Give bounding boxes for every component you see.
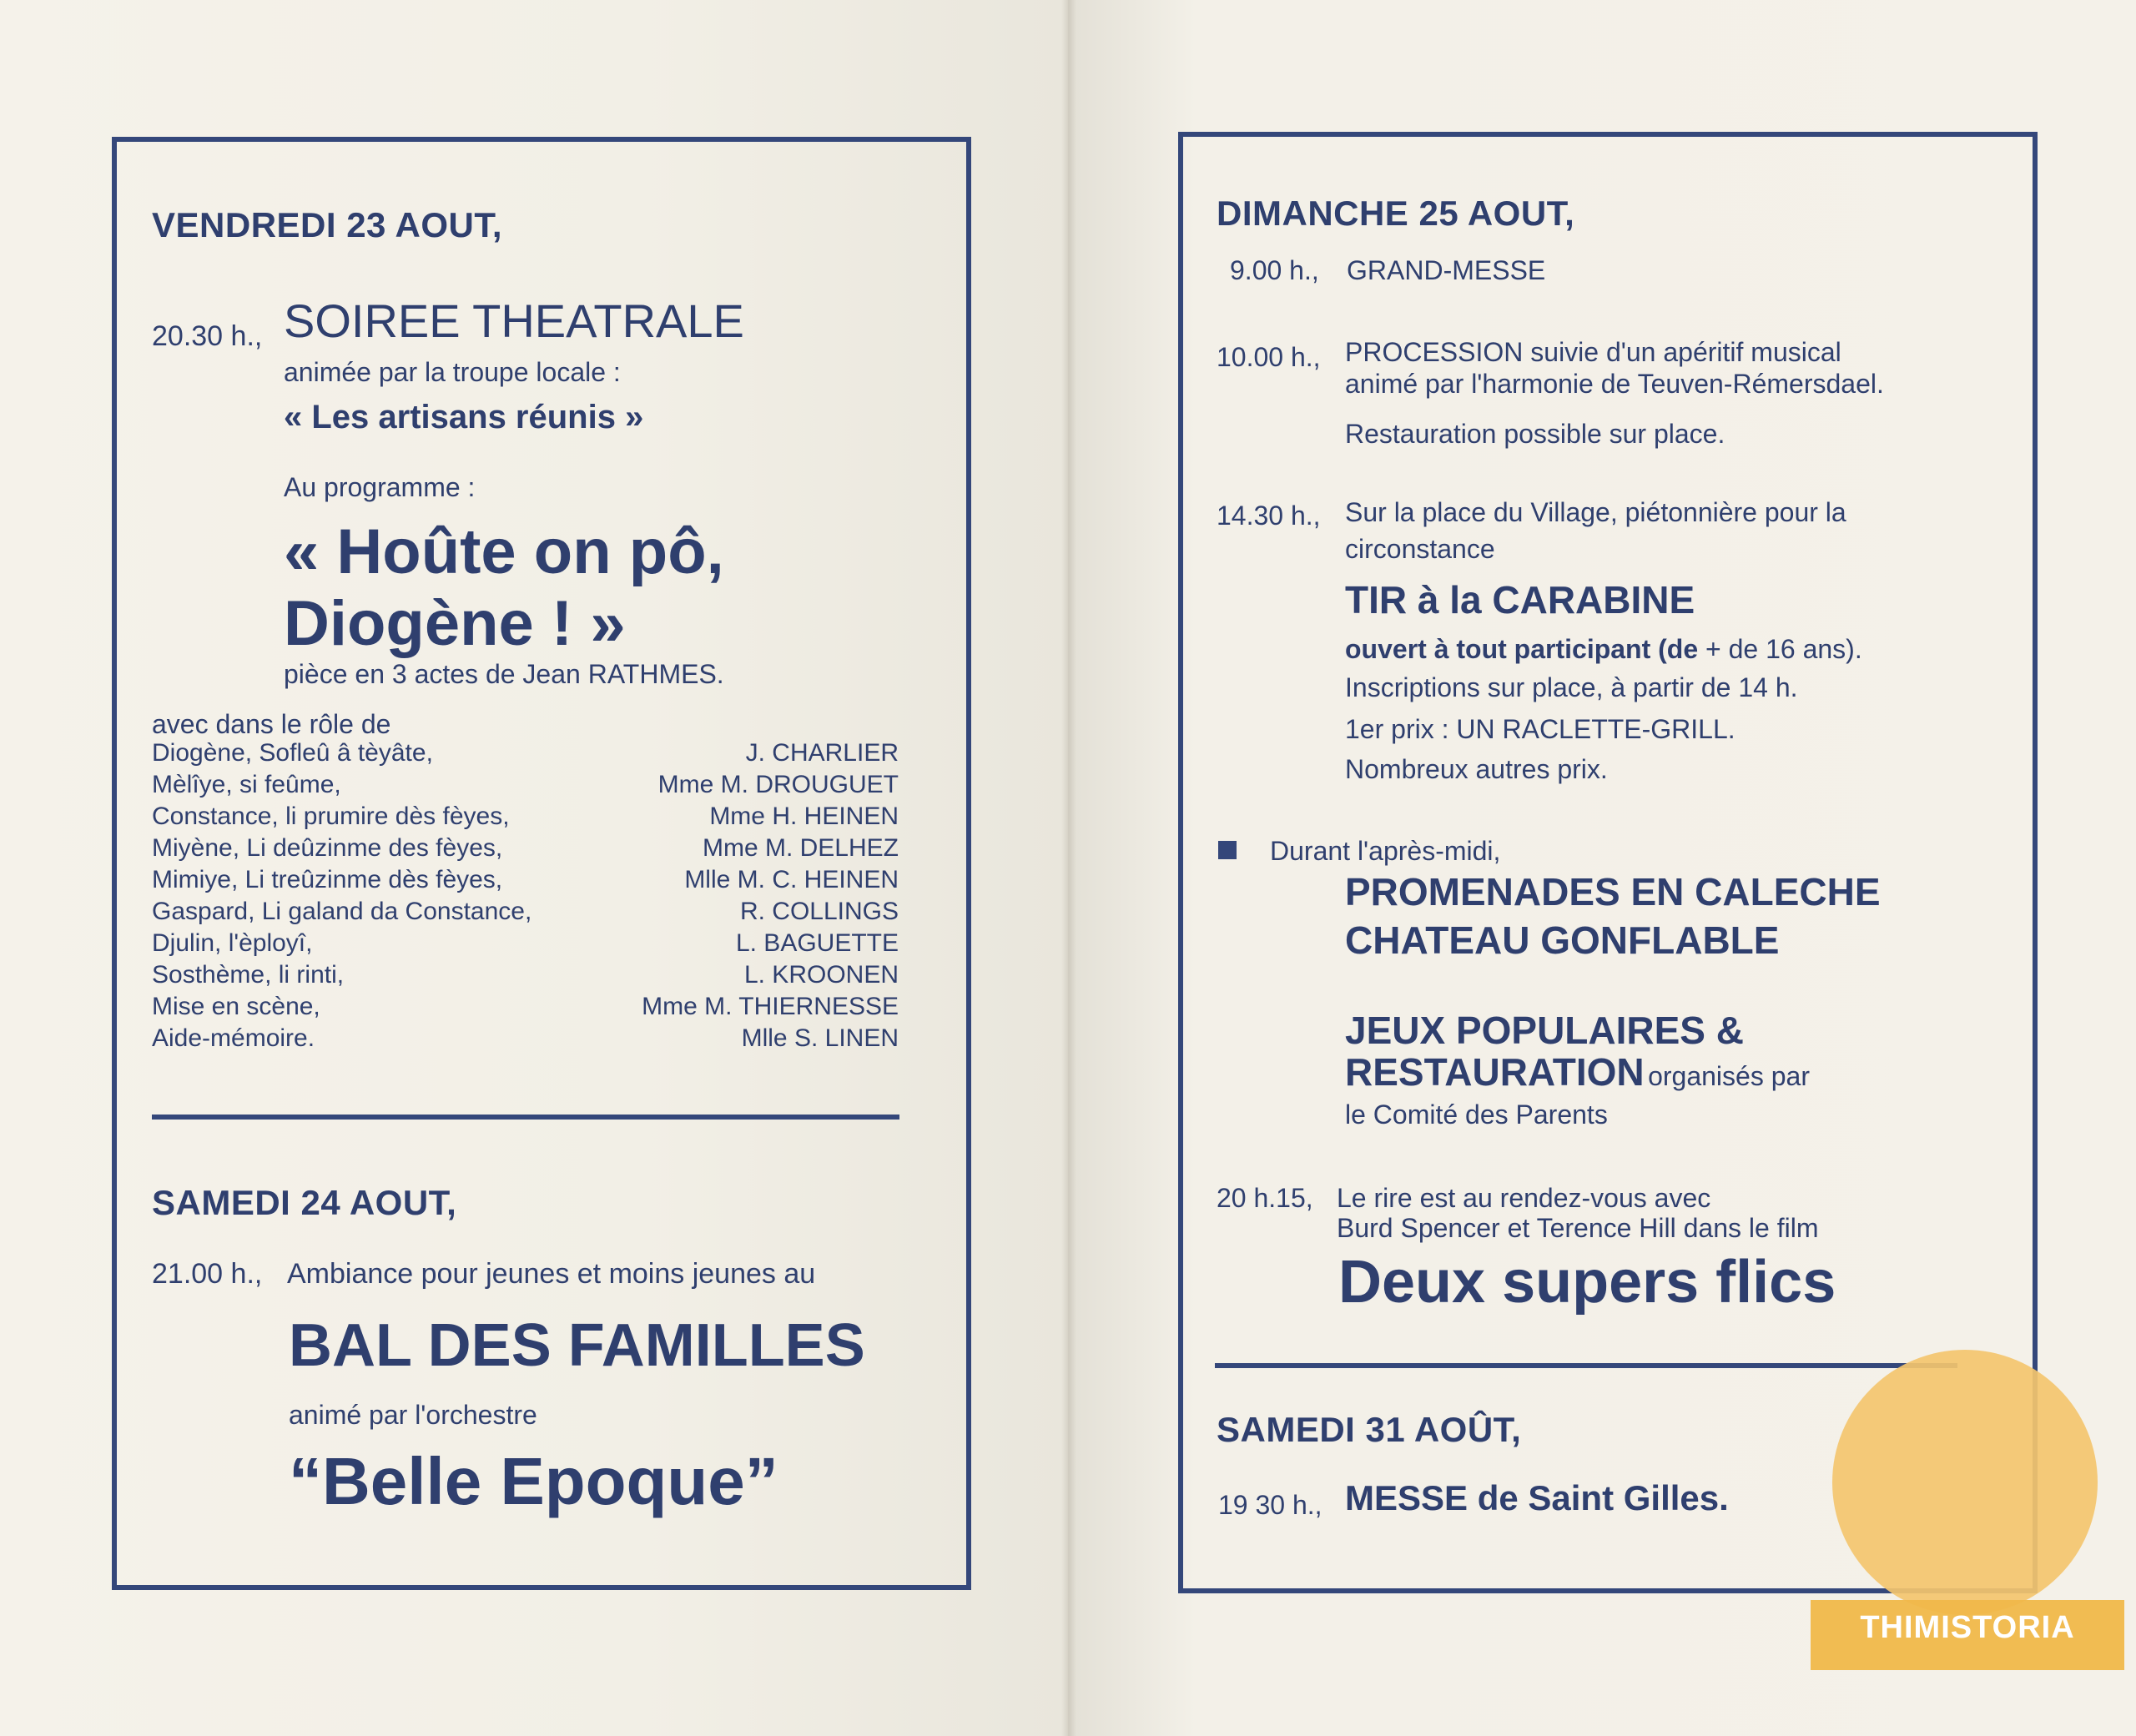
cast-actor: Mme H. HEINEN: [709, 803, 899, 830]
cast-row: [152, 898, 899, 929]
shooting-line2: circonstance: [1345, 534, 1495, 564]
cast-role: Mise en scène,: [152, 993, 320, 1020]
cast-row: [152, 803, 899, 834]
restauration-line: [1345, 1049, 1810, 1094]
saturday31-time: 19 30 h.,: [1218, 1490, 1322, 1520]
saturday31-text: MESSE de Saint Gilles.: [1345, 1478, 1729, 1517]
promenades-title: PROMENADES EN CALECHE: [1345, 870, 1881, 913]
procession-line2: animé par l'harmonie de Teuven-Rémersdael.: [1345, 369, 1884, 399]
shooting-time: 14.30 h.,: [1217, 501, 1321, 531]
bullet-square-icon: [1218, 841, 1237, 859]
procession-time: 10.00 h.,: [1217, 342, 1321, 372]
restauration-organised: organisés par: [1648, 1061, 1810, 1091]
friday-subtitle: animée par la troupe locale :: [284, 357, 621, 387]
film-line2: Burd Spencer et Terence Hill dans le film: [1337, 1213, 1819, 1243]
cast-role: Mimiye, Li treûzinme dès fèyes,: [152, 866, 503, 893]
cast-actor: J. CHARLIER: [745, 739, 899, 767]
cast-row: [152, 771, 899, 803]
film-title: Deux supers flics: [1338, 1249, 1836, 1316]
restauration-note: Restauration possible sur place.: [1345, 419, 1725, 449]
friday-troupe: « Les artisans réunis »: [284, 399, 644, 435]
afternoon-label: Durant l'après-midi,: [1270, 836, 1501, 866]
jeux-title: JEUX POPULAIRES &: [1345, 1009, 1744, 1052]
cast-row: [152, 866, 899, 898]
cast-actor: L. KROONEN: [743, 961, 899, 989]
other-prizes: Nombreux autres prix.: [1345, 754, 1608, 784]
cast-row: [152, 993, 899, 1024]
thimistoria-logo: [1811, 1350, 2124, 1685]
mass-label: GRAND-MESSE: [1347, 255, 1546, 285]
cast-role: Djulin, l'èployî,: [152, 929, 313, 957]
friday-title: SOIREE THEATRALE: [284, 294, 744, 347]
shooting-open-bold: ouvert à tout participant (de: [1345, 634, 1699, 664]
cast-actor: R. COLLINGS: [739, 898, 899, 925]
shooting-title: TIR à la CARABINE: [1345, 578, 1695, 621]
sunday-day: DIMANCHE 25 AOUT,: [1217, 194, 1575, 233]
shooting-open-rest: + de 16 ans).: [1698, 634, 1862, 664]
saturday-subtitle: animé par l'orchestre: [289, 1400, 537, 1430]
first-prize: 1er prix : UN RACLETTE-GRILL.: [1345, 714, 1736, 744]
cast-role: Sosthème, li rinti,: [152, 961, 345, 989]
cast-role: Constance, li prumire dès fèyes,: [152, 803, 510, 830]
cast-row: [152, 739, 899, 771]
cast-row: [152, 961, 899, 993]
cast-row: [152, 929, 899, 961]
film-time: 20 h.15,: [1217, 1183, 1313, 1213]
cast-role: Diogène, Sofleû â tèyâte,: [152, 739, 433, 767]
cast-intro: avec dans le rôle de: [152, 709, 391, 739]
cast-row: [152, 1024, 899, 1056]
procession-line1: PROCESSION suivie d'un apéritif musical: [1345, 337, 1841, 367]
page-fold: [1061, 0, 1076, 1736]
play-info: pièce en 3 actes de Jean RATHMES.: [284, 659, 724, 689]
cast-actor: Mlle S. LINEN: [741, 1024, 899, 1052]
friday-day: VENDREDI 23 AOUT,: [152, 205, 503, 244]
comite-line: le Comité des Parents: [1345, 1099, 1608, 1130]
cast-actor: Mme M. DROUGUET: [657, 771, 899, 798]
saturday-day: SAMEDI 24 AOUT,: [152, 1183, 457, 1222]
program-intro: Au programme :: [284, 472, 476, 502]
logo-text: THIMISTORIA: [1860, 1610, 2075, 1645]
friday-time: 20.30 h.,: [152, 320, 263, 352]
film-line1: Le rire est au rendez-vous avec: [1337, 1183, 1711, 1213]
play-title-line2: Diogène ! »: [284, 588, 626, 659]
logo-map-icon: [1832, 1350, 2098, 1615]
shooting-open: [1345, 634, 1862, 665]
restauration-title: RESTAURATION: [1345, 1050, 1645, 1094]
band-name: “Belle Epoque”: [289, 1444, 778, 1518]
section-divider: [152, 1115, 899, 1120]
shooting-line1: Sur la place du Village, piétonnière pour la: [1345, 497, 1846, 527]
cast-actor: Mme M. DELHEZ: [702, 834, 899, 862]
saturday-title: BAL DES FAMILLES: [289, 1312, 865, 1379]
cast-role: Aide-mémoire.: [152, 1024, 315, 1052]
cast-actor: Mme M. THIERNESSE: [642, 993, 899, 1020]
saturday-time: 21.00 h.,: [152, 1258, 263, 1290]
chateau-title: CHATEAU GONFLABLE: [1345, 918, 1780, 962]
cast-actor: L. BAGUETTE: [735, 929, 899, 957]
play-title-line1: « Hoûte on pô,: [284, 516, 724, 587]
cast-actor: Mlle M. C. HEINEN: [684, 866, 899, 893]
cast-role: Miyène, Li deûzinme des fèyes,: [152, 834, 503, 862]
cast-role: Gaspard, Li galand da Constance,: [152, 898, 532, 925]
cast-role: Mèlîye, si feûme,: [152, 771, 341, 798]
saturday31-day: SAMEDI 31 AOÛT,: [1217, 1410, 1522, 1449]
mass-time: 9.00 h.,: [1230, 255, 1319, 285]
cast-row: [152, 834, 899, 866]
saturday-text: Ambiance pour jeunes et moins jeunes au: [287, 1258, 816, 1290]
shooting-inscriptions: Inscriptions sur place, à partir de 14 h.: [1345, 672, 1798, 702]
